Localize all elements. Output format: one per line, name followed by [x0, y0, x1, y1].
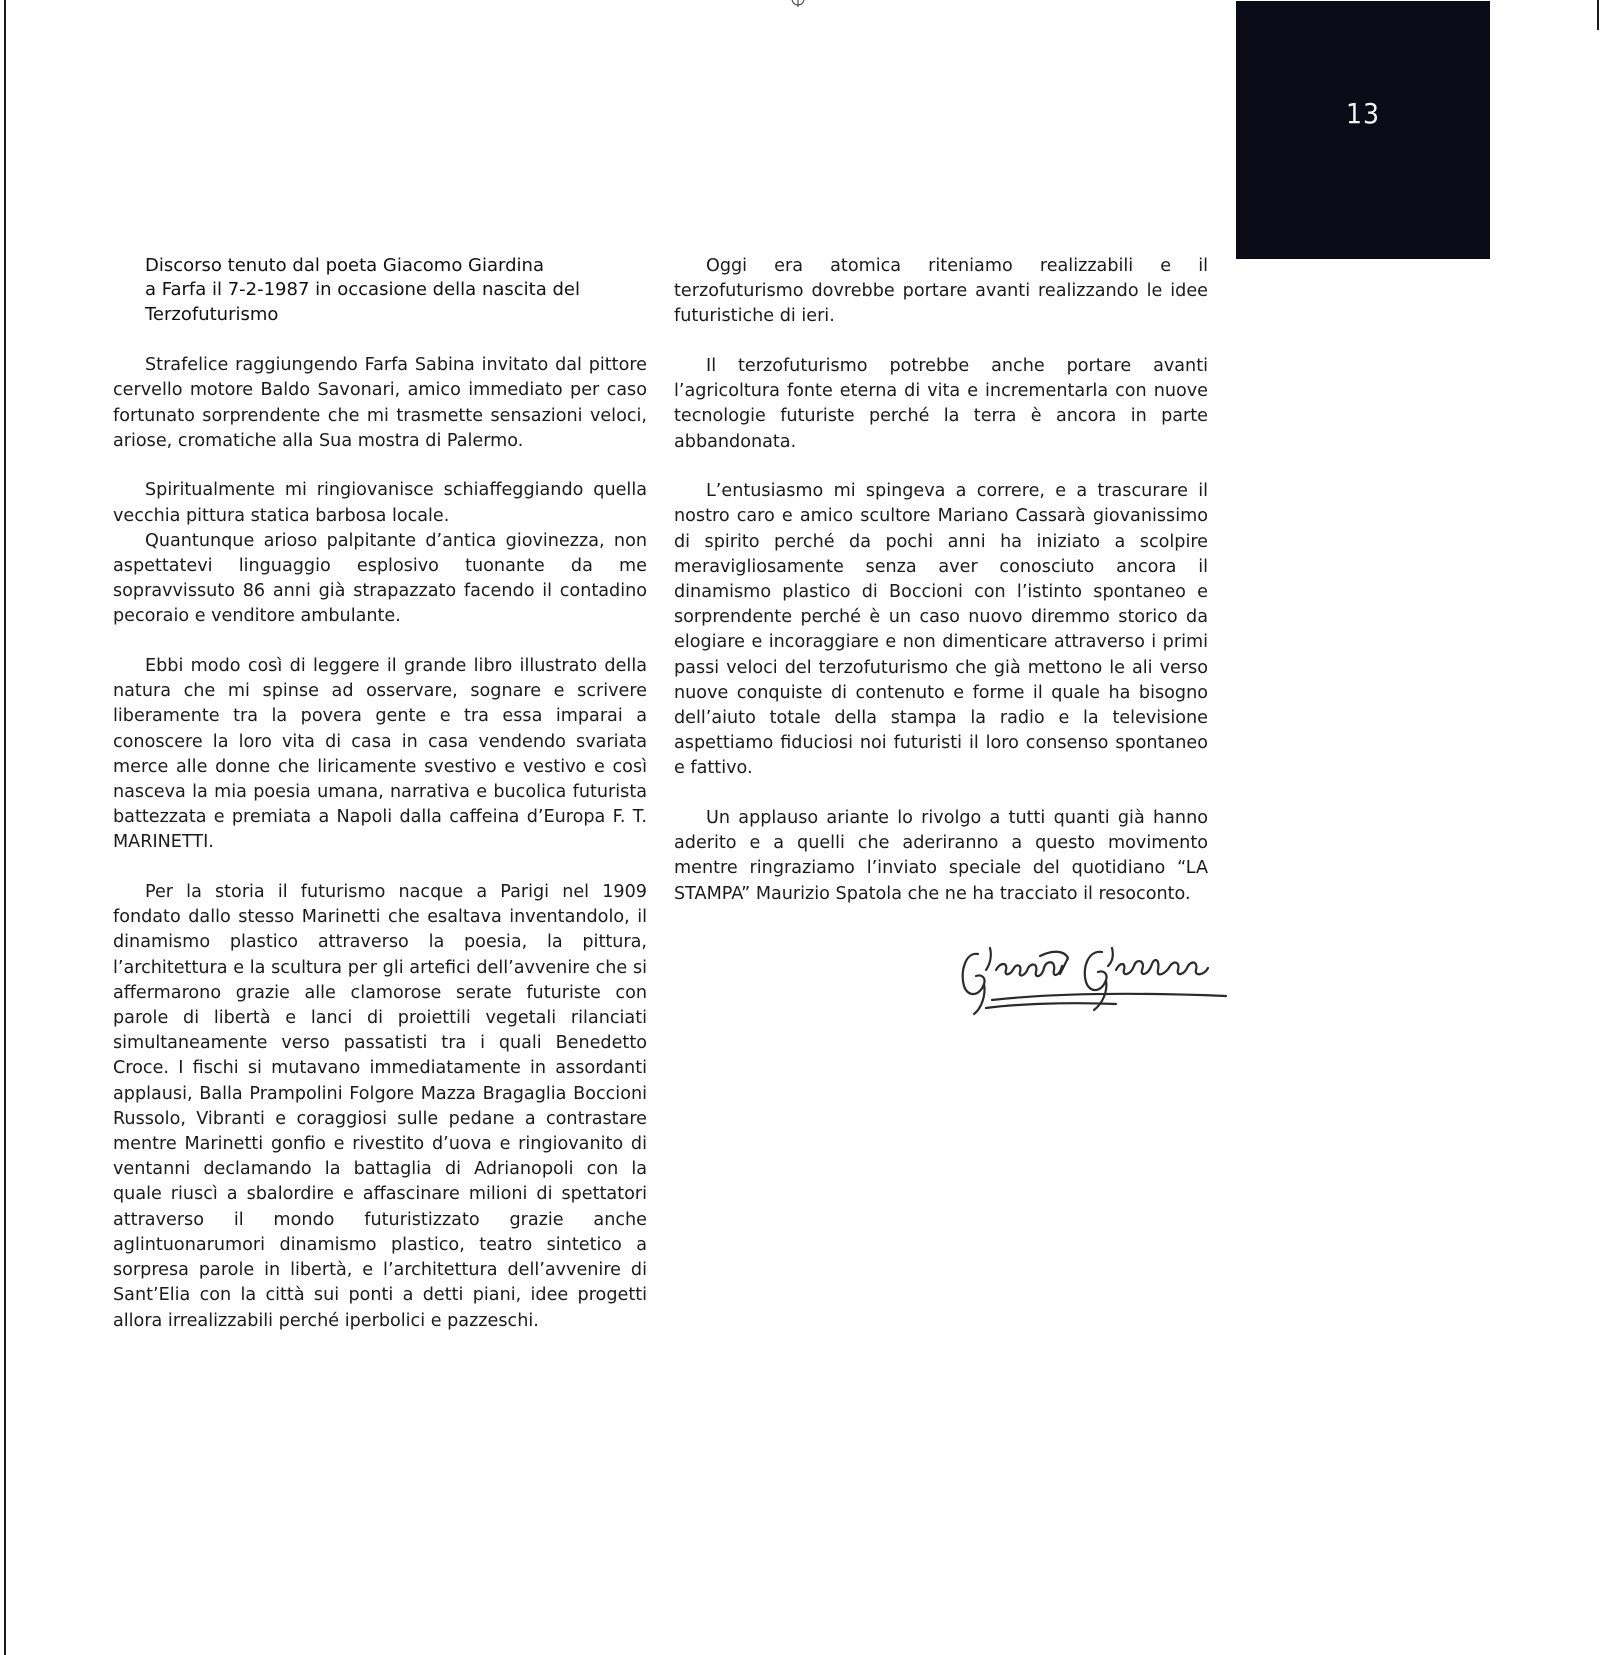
right-page-rule	[1597, 0, 1599, 30]
heading-line: a Farfa il 7-2-1987 in occasione della nascita del	[145, 279, 580, 301]
paragraph: Strafelice raggiungendo Farfa Sabina invitato dal pittore cervello motore Baldo Savonari, amico immediato per caso fortunato sorprendente che mi trasmette sensazioni veloci, ariose, cromatiche alla Sua mostra di Palermo.	[113, 355, 647, 451]
left-text-column	[113, 254, 647, 1334]
handwritten-signature	[956, 936, 1268, 1016]
paragraph: Per la storia il futurismo nacque a Parigi nel 1909 fondato dallo stesso Marinetti che esaltava inventandolo, il dinamismo plastico attraverso la poesia, la pittura, l’architettura e la scultura per gli artefici dell’avvenire che si affermarono grazie alle clamorose serate futuriste con parole di libertà e lanci di proiettili vegetali rilanciati simultaneamente verso passatisti tra i quali Benedetto Croce. I fischi si mutavano immediatamente in assordanti applausi, Balla Prampolini Folgore Mazza Bragaglia Boccioni Russolo, Vibranti e coraggiosi sulle pedane a contrastare mentre Marinetti gonfio e rivestito d’uova e ringiovanito di ventanni declamando la battaglia di Adrianopoli con la quale riuscì a sbalordire e affascinare milioni di spettatori attraverso il mondo futuristizzato grazie anche aglintuonarumori dinamismo plastico, teatro sintetico a sorpresa parole in libertà, e l’architettura dell’avvenire di Sant’Elia con la città sui ponti a detti piani, idee progetti allora irrealizzabili perché iperbolici e pazzeschi.	[113, 882, 647, 1331]
right-text-column	[674, 254, 1208, 907]
heading-line: Terzofuturismo	[145, 303, 279, 325]
paragraph: Ebbi modo così di leggere il grande libro illustrato della natura che mi spinse ad osservare, sognare e scrivere liberamente tra la povera gente e tra essa imparai a conoscere la loro vita di casa in casa vendendo svariata merce alle donne che liricamente svestivo e vestivo e così nasceva la mia poesia umana, narrativa e bucolica futurista battezzata e premiata a Napoli dalla caffeina d’Europa F. T. MARINETTI.	[113, 656, 647, 853]
paragraph: Oggi era atomica riteniamo realizzabili e il terzofuturismo dovrebbe portare avanti realizzando le idee futuristiche di ieri.	[674, 256, 1208, 327]
paragraph: Quantunque arioso palpitante d’antica giovinezza, non aspettatevi linguaggio esplosivo tuonante da me sopravvissuto 86 anni già strapazzato facendo il contadino pecoraio e venditore ambulante.	[113, 530, 647, 627]
registration-mark-icon	[790, 0, 806, 7]
paragraph: Spiritualmente mi ringiovanisce schiaffeggiando quella vecchia pittura statica barbosa locale.	[113, 480, 647, 526]
left-page-rule	[4, 0, 6, 1655]
speech-heading	[113, 254, 647, 327]
page-number: 13	[1345, 97, 1381, 130]
heading-line: Discorso tenuto dal poeta Giacomo Giardina	[145, 255, 544, 276]
paragraph: Il terzofuturismo potrebbe anche portare avanti l’agricoltura fonte eterna di vita e incrementarla con nuove tecnologie futuriste perché la terra è ancora in parte abbandonata.	[674, 356, 1208, 452]
paragraph: L’entusiasmo mi spingeva a correre, e a trascurare il nostro caro e amico scultore Mariano Cassarà giovanissimo di spirito perché da pochi anni ha iniziato a scolpire meravigliosamente senza aver conosciuto ancora il dinamismo plastico di Boccioni con l’istinto spontaneo e sorprendente perché è un caso nuovo diremmo storico da elogiare e incoraggiare e non dimenticare attraverso i primi passi veloci del terzofuturismo che già mettono le ali verso nuove conquiste di contenuto e forme il quale ha bisogno dell’aiuto totale della stampa la radio e la televisione aspettiamo fiduciosi noi futuristi il loro consenso spontaneo e fattivo.	[674, 481, 1208, 779]
paragraph: Un applauso ariante lo rivolgo a tutti quanti già hanno aderito e a quelli che aderiranno a questo movimento mentre ringraziamo l’inviato speciale del quotidiano “LA STAMPA” Maurizio Spatola che ne ha tracciato il resoconto.	[674, 808, 1208, 904]
page-number-tab	[1236, 1, 1490, 259]
